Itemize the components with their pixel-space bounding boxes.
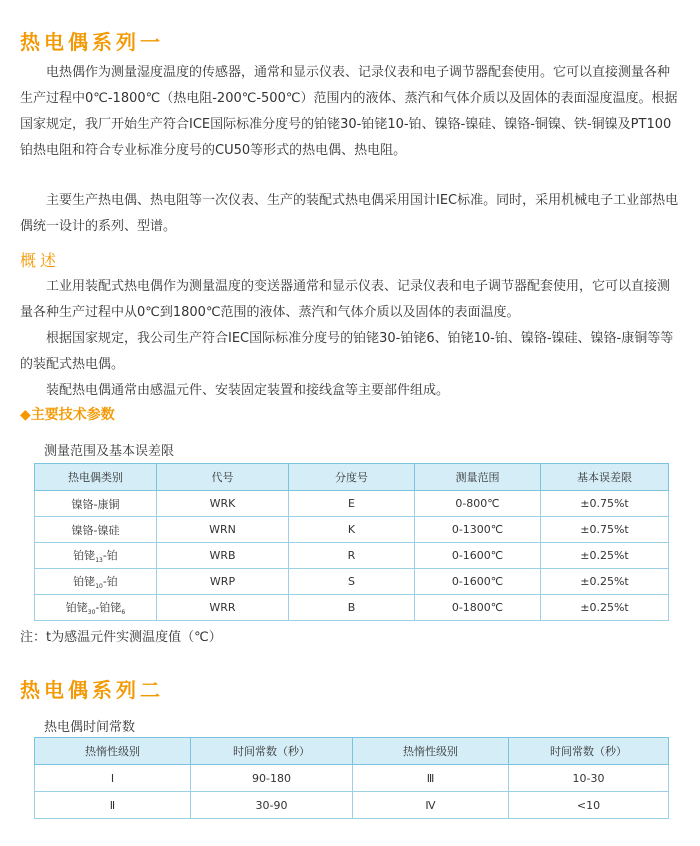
table-note: 注：t为感温元件实测温度值（℃）: [20, 630, 222, 645]
type-part-b: -铂铑: [95, 600, 122, 614]
overview-paragraph-3: 装配热电偶通常由感温元件、安装固定装置和接线盒等主要部件组成。: [46, 383, 450, 398]
cell-index: R: [289, 543, 415, 569]
series1-paragraph-1: 电热偶作为测量湿度温度的传感器，通常和显示仪表、记录仪表和电子调节器配套使用。它可以直接测量各种生产过程中0℃-1800℃（热电阻-200℃-500℃）范围内的液体、蒸汽和气体介质以及固体的表面湿度温度。根据国家规定，我厂开始生产符合ICE国际标准分度号的铂铑30-铂铑10-铂、镍铬-镍硅、镍铬-铜镍、铁-铜镍及PT100铂热电阻和符合专业标准分度号的CU50等形式的热电偶、热电阻。: [20, 65, 678, 158]
header-time-constant-1: 时间常数（秒）: [191, 738, 353, 765]
cell-type: [35, 595, 157, 621]
type-part-b: -铂: [102, 548, 118, 562]
cell-index: S: [289, 569, 415, 595]
time-table-caption: 热电偶时间常数: [44, 720, 136, 735]
cell-code: WRK: [157, 491, 289, 517]
cell-time: <10: [509, 792, 669, 819]
overview-paragraph-2: 根据国家规定，我公司生产符合IEC国际标准分度号的铂铑30-铂铑6、铂铑10-铂、镍铬-镍硅、镍铬-康铜等等的装配式热电偶。: [20, 331, 674, 372]
header-index: 分度号: [289, 464, 415, 491]
type-part-a: 铂铑: [65, 600, 88, 614]
time-table-header-row: [35, 738, 669, 765]
table-row: [35, 765, 669, 792]
cell-type: [35, 543, 157, 569]
cell-time: 90-180: [191, 765, 353, 792]
series1-paragraph-2: 主要生产热电偶、热电阻等一次仪表、生产的装配式热电偶采用国计IEC标准。同时，采用机械电子工业部热电偶统一设计的系列、型谱。: [20, 193, 679, 234]
cell-type: [35, 569, 157, 595]
type-subscript-2: 6: [121, 609, 126, 617]
cell-range: 0-1800℃: [415, 595, 541, 621]
cell-error: ±0.75%t: [541, 491, 669, 517]
header-time-constant-2: 时间常数（秒）: [509, 738, 669, 765]
header-code: 代号: [157, 464, 289, 491]
spec-table-caption: 测量范围及基本误差限: [44, 444, 175, 459]
table-row: [35, 517, 669, 543]
cell-level: Ⅰ: [35, 765, 191, 792]
cell-error: ±0.25%t: [541, 569, 669, 595]
series2-title: 热电偶系列二: [20, 678, 164, 702]
cell-index: K: [289, 517, 415, 543]
table-row: [35, 569, 669, 595]
header-type: 热电偶类别: [35, 464, 157, 491]
type-part-b: -铂: [102, 574, 118, 588]
overview-title: 概述: [20, 251, 61, 270]
cell-type: 镍铬-康铜: [35, 491, 157, 517]
cell-time: 30-90: [191, 792, 353, 819]
cell-code: WRP: [157, 569, 289, 595]
type-subscript: 30: [87, 609, 96, 617]
cell-code: WRR: [157, 595, 289, 621]
cell-code: WRN: [157, 517, 289, 543]
cell-index: E: [289, 491, 415, 517]
cell-time: 10-30: [509, 765, 669, 792]
header-range: 测量范围: [415, 464, 541, 491]
header-inertia-level-2: 热惰性级别: [353, 738, 509, 765]
overview-paragraph-1: 工业用装配式热电偶作为测量温度的变送器通常和显示仪表、记录仪表和电子调节器配套使用，它可以直接测量各种生产过程中从0℃到1800℃范围的液体、蒸汽和气体介质以及固体的表面温度。: [20, 279, 671, 320]
series1-title: 热电偶系列一: [20, 30, 164, 54]
cell-code: WRB: [157, 543, 289, 569]
header-inertia-level-1: 热惰性级别: [35, 738, 191, 765]
table-row: [35, 543, 669, 569]
cell-range: 0-800℃: [415, 491, 541, 517]
cell-range: 0-1600℃: [415, 543, 541, 569]
spec-table-header-row: [35, 464, 669, 491]
cell-level: Ⅲ: [353, 765, 509, 792]
spec-table: [34, 463, 669, 621]
tech-params-title: ◆主要技术参数: [20, 407, 115, 423]
cell-error: ±0.25%t: [541, 543, 669, 569]
table-row: [35, 792, 669, 819]
cell-index: B: [289, 595, 415, 621]
time-constant-table: [34, 737, 669, 819]
type-part-a: 铂铑: [73, 548, 96, 562]
type-subscript: 10: [95, 583, 103, 591]
cell-range: 0-1300℃: [415, 517, 541, 543]
table-row: [35, 491, 669, 517]
cell-range: 0-1600℃: [415, 569, 541, 595]
cell-error: ±0.75%t: [541, 517, 669, 543]
header-error: 基本误差限: [541, 464, 669, 491]
table-row: [35, 595, 669, 621]
cell-level: Ⅳ: [353, 792, 509, 819]
cell-type: 镍铬-镍硅: [35, 517, 157, 543]
cell-level: Ⅱ: [35, 792, 191, 819]
cell-error: ±0.25%t: [541, 595, 669, 621]
type-part-a: 铂铑: [73, 574, 96, 588]
type-subscript: 13: [95, 557, 103, 565]
